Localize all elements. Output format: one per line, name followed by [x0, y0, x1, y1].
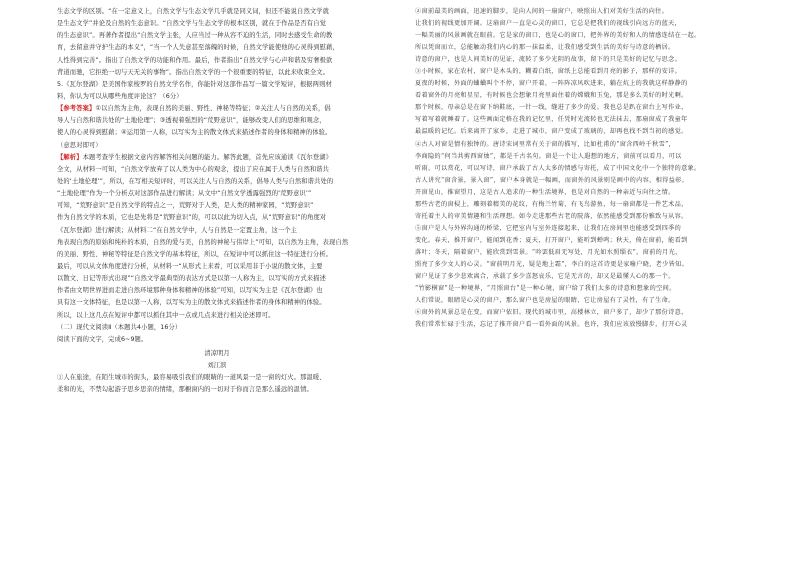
- analysis-text-5: 作为自然文学的本质，它也是先将是“荒野意识”的，可以以此为切入点，从“荒野意识”的角度对: [57, 214, 327, 222]
- analysis-line: [57, 152, 377, 164]
- left-text-line-5: 背道而驰，它拒绝一切与天无关的事物”。指出自然文学的一个很重要的特征，以此来收束全文。: [57, 68, 330, 76]
- right-text-line-14: 古人讲究“窗含景，景入窗”，窗户本身就是一幅画，而窗外的风景则是画中的内容，相得益彰。: [415, 176, 689, 184]
- left-column: [57, 6, 377, 397]
- right-text-line-19: 变化。春天，推开窗户，能闻到花香；夏天，打开窗户，能听到蝉鸣；秋天，倚在窗前，能看到: [415, 236, 688, 244]
- right-text-line-17: 寄托着主人的审美情趣和生活理想。如今走进那些古老的院落，依然能感受到那份雅致与从容。: [415, 212, 688, 220]
- answer-text-1: 导人与自然和谐共处的“土地伦理”；③透视着强烈的“荒野意识”，能够改变人们的思维和观念，: [57, 117, 326, 125]
- right-text-line-1: 让我们的视线更加开阔。这扇窗户一直是心灵的窗口，它总是把我们的视线引向远方的蓝天，: [415, 20, 682, 28]
- section-title: （二）现代文阅读Ⅱ（本题共4小题，16分）: [57, 323, 182, 331]
- right-text-line-25: ⑥窗外的风景总是在变，而窗户依旧。现代的城市里，高楼林立，窗户多了，却少了那份诗意，: [415, 309, 688, 317]
- analysis-text-9: 最后，可以从文体角度进行分析，从材料一“从形式上来看，可以采用非于小说的散文体，主要: [57, 262, 323, 270]
- right-text-line-4: 诗意的窗户，也是人间美好的见证，流转了多少光阴的故事，留下的只是美好的记忆与思念。: [415, 56, 682, 64]
- analysis-text-4: 可知，“荒野意识”是自然文学的特点之一，荒野对于人类，是人类的精神家园，“荒野意识”: [57, 202, 314, 210]
- right-text-line-7: 看着窗外的月亮和星星，有时候也会想象月亮里面住着的嫦娥和玉兔，那是多么美好的时光啊。: [415, 92, 688, 100]
- answer-line: [57, 103, 377, 115]
- analysis-text-8: 的美丽、野性、神秘等特征是自然文学的基本特征，所以，在短评中可以抓住这一特征进行分析。: [57, 250, 333, 258]
- right-text-line-3: 所以凭窗而立，总能触动我们内心的那一抹温柔，让我们感受到生活的美好与诗意的栖居。: [415, 44, 675, 52]
- right-text-line-24: 人们常说，眼睛是心灵的窗户，那么窗户也是房屋的眼睛，它让房屋有了灵性，有了生命。: [415, 297, 675, 305]
- essay-title: 清凉明月: [204, 349, 230, 357]
- analysis-text-13: 所以，以上这几点在短评中都可以抓住其中一点或几点来进行相关论述即可。: [57, 311, 275, 319]
- analysis-text-11: 作者由文明世界进而走进自然环境那种身体和精神的体验”可知，以写实为主是《瓦尔登湖》也: [57, 287, 323, 295]
- right-text-line-23: “竹影横窗”是一种境界，“月照窗台”是一种心境，窗户给了我们太多的诗意和想象的空间。: [415, 285, 676, 293]
- answer-text-0: ①以自然为主角，表现自然的美丽、野性、神秘等特征；②关注人与自然的关系，倡: [95, 105, 331, 113]
- analysis-text-10: 以散文、日记等形式出现”“自然文学最典型的表达方式是以第一人称为主，以写实的方式来描述: [57, 275, 326, 283]
- analysis-text-1: 全文，从材料一可知，“自然文学放弃了以人类为中心的观念，提出了应在属于人类与自然和谐共: [57, 165, 330, 173]
- right-text-line-20: 落叶；冬天，隔着窗户，能欣赏到雪景。“吟罢低眉无写处，月光如水照缁衣”，窗前的月光，: [415, 248, 682, 256]
- analysis-text-2: 处的‘土地伦理’”，所以，在写相关短评时，可以关注人与自然的关系，倡导人类与自然和谐共处的: [57, 177, 334, 185]
- right-text-line-22: 窗户见证了多少悲欢离合，承载了多少喜怒哀乐，它是无言的，却又是最懂人心的那一个。: [415, 273, 675, 281]
- answer-label: 【参考答案】: [57, 105, 96, 113]
- analysis-text-7: 角表现自然的原始和纯朴的本质，自然的爱与美，自然的神秘与伟岸上”可知，以自然为主角，表现自然: [57, 238, 349, 246]
- right-text-line-2: 一幅美丽的风景画就在眼前。它是家的窗口，也是心的窗口，把外界的美好和人的情感连结在一起。: [415, 32, 701, 40]
- analysis-text-6: 《瓦尔登湖》进行解读；从材料二“在自然文学中，人与自然是一定置主角，这一个主: [57, 226, 298, 234]
- right-text-line-9: 写着写着就睡着了。这些画面定格在我的记忆里，任凭时光流转也无法抹去，那扇窗成了我童年: [415, 116, 688, 124]
- analysis-text-3: “土地伦理”作为一个分析点对这部作品进行解读；从文中“自然文学透露强烈的‘荒野意识’”: [57, 190, 312, 198]
- right-text-line-21: 照亮了多少文人的心灵。“窗前明月光，疑是地上霜”，李白的这首诗更是家喻户晓，老少皆知。: [415, 260, 689, 268]
- right-text-line-18: ⑤窗户是人与外界沟通的桥梁，它把室内与室外连接起来，让我们在房间里也能感受到四季的: [415, 224, 682, 232]
- right-text-line-16: 那些古老的窗棂上，雕刻着精美的花纹，有梅兰竹菊，有飞鸟游鱼，每一扇窗都是一件艺术品，: [415, 200, 688, 208]
- left-text-line-3: 育，去留意并守护生态的本义”，“当一个人失意甚至落魄的时候，自然文学能使他的心灵得到慰藉，: [57, 44, 339, 52]
- right-text-line-0: ②窗前最美的画面，迅速的脚步，是向人间的一扇窗户，映照出人们对美好生活的向往。: [415, 8, 669, 15]
- essay-line-1: 柔和的光，不禁勾起游子思乡思亲的情绪，那橱窗内的一切对于你而言是那么遥远的温情。: [57, 386, 313, 394]
- right-text-line-12: 李商隐的“何当共剪西窗烛”，都是千古名句。窗是一个让人遐想的地方，窗前可以看月，可以: [415, 152, 682, 160]
- right-text-line-10: 最温暖的记忆。后来离开了家乡，走进了城市，窗户变成了玻璃的，却再也找不到当初的感觉。: [415, 128, 688, 136]
- essay-author: 刘江滨: [207, 362, 227, 370]
- analysis-label: 【解析】: [57, 153, 83, 161]
- left-text-line-1: 是生态文学”并论及自然的生态意识。“自然文学与生态文学的根本区别，就在于作品是否有自觉: [57, 20, 326, 28]
- right-text-line-8: 那个时候，母亲总是在窗下纳鞋底，一针一线，缝进了多少的爱。我也总是趴在窗台上写作业，: [415, 104, 688, 112]
- right-text-line-13: 听雨，可以赏花，可以写诗，窗户承载了古人太多的情感与寄托，成了中国文化中一个独特的意象。: [415, 164, 701, 172]
- instruction: 阅读下面的文字，完成6~9题。: [57, 335, 148, 343]
- analysis-text-12: 具有这一文体特征，也是以第一人称，以写实为主的散文体式来描述作者的身体和精神的体验。: [57, 299, 326, 307]
- right-text-line-5: ③小时候，家在农村，窗户是木头的，糊着白纸，窗纸上总能看到月亮的影子，那样的安详。: [415, 68, 682, 76]
- left-text-line-7: 料，你认为可以从哪些角度评论这？（6分）: [57, 92, 183, 100]
- left-text-line-2: 的生态意识”。再著作者提出“自然文学主张，人应当过一种从容不迫的生活，同时去感受生命的教: [57, 32, 333, 40]
- answer-text-2: 使人的心灵得到慰藉；④运用第一人称，以写实为主的散文体式来描述作者的身体和精神的体验。: [57, 129, 332, 137]
- essay-line-0: ①人在旅途，在陌生城市的街头，最容易吸引我们的眼睛的一道风景一是一窗的灯火。那温暖、: [57, 374, 326, 382]
- right-text-line-6: 夏夜的时候，外面的蛐蛐叫个不停，窗户开着，一阵阵凉风吹进来，躺在炕上的我就这样静静的: [415, 80, 688, 88]
- analysis-text-0: 本题考查学生根据文意内容解答相关问题的能力。解答此题，首先应该通读《瓦尔登湖》: [82, 153, 333, 161]
- left-text-line-6: 5.《瓦尔登湖》是美国作家梭罗的自然文学名作，你能针对这部作品写一篇文学短评，根据两则材: [57, 80, 332, 88]
- left-text-line-4: 人性得到完善”。指出了自然文学的功能和作用。最后，作者指出“自然文学与心声和谐及穷奢极欲: [57, 56, 333, 64]
- right-text-line-11: ④古人对窗是情有独钟的。唐诗宋词里常有关于窗的描写，比如杜甫的“窗含西岭千秋雪”，: [415, 140, 676, 148]
- right-text-line-26: 我们常常忙碌于生活，忘记了推开窗户看一看外面的风景。也许，我们应该放慢脚步，打开心灵: [415, 321, 688, 329]
- right-column: [415, 6, 765, 331]
- right-text-line-15: 开窗见山，推窗望月，这是古人追求的一种生活境界，也是对自然的一种亲近与向往之情。: [415, 188, 675, 196]
- left-text-line-0: 生态文学的区别。“在一定意义上，自然文学与生态文学几乎就是同义词，但还不能说自然文学就: [57, 8, 330, 15]
- answer-text-3: （意思对即可）: [57, 141, 102, 149]
